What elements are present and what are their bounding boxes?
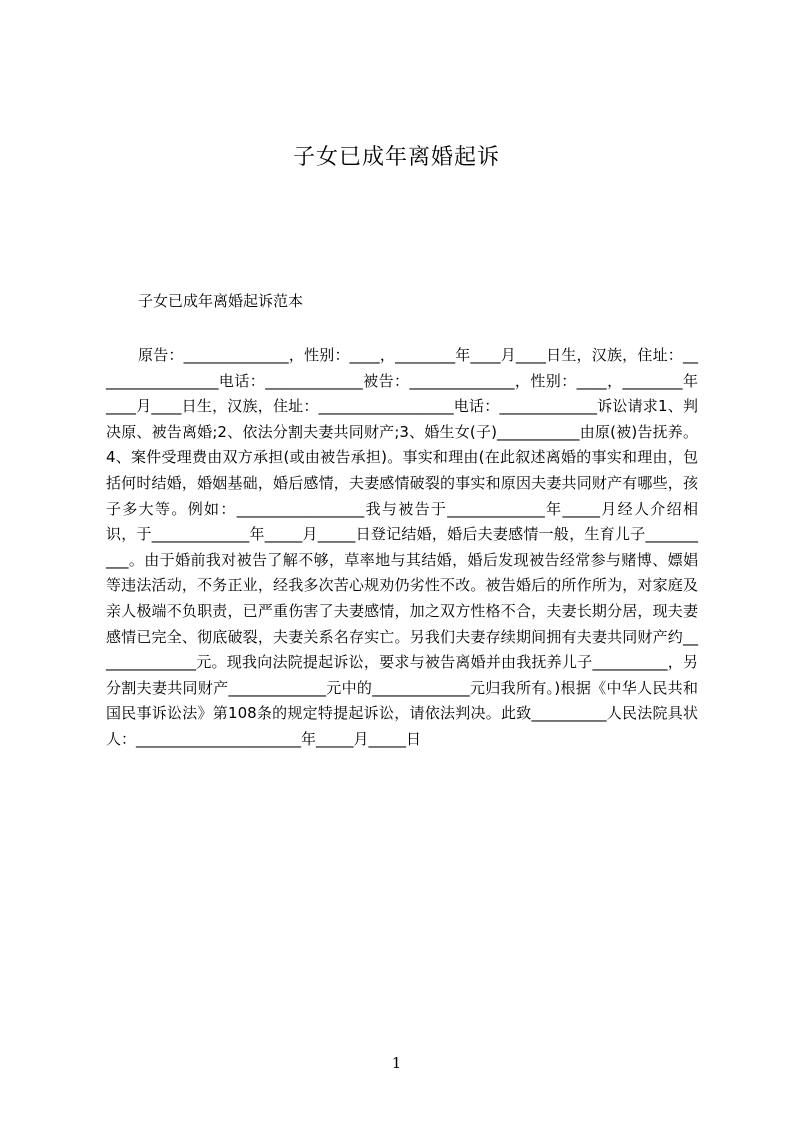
document-body: 原告：______________，性别：____，________年____月____日生，汉族，住址：_________________电话：_____________被告：______________，性别：____，________年____月____日生，汉族，住址：__________________电话：_____________诉讼请求1、判决原、被告离婚;2、依法分割夫妻共同财产;3、婚生女(子)___________由原(被)告抚养。4、案件受理费由双方承担(或由被告承担)。事实和理由(在此叙述离婚的事实和理由，包括何时结婚，婚姻基础，婚后感情，夫妻感情破裂的事实和原因夫妻共同财产有哪些，孩子多大等。例如：_________________我与被告于_____________年_____月经人介绍相识，于_____________年_____月_____日登记结婚，婚后夫妻感情一般，生育儿子__________。由于婚前我对被告了解不够，草率地与其结婚，婚后发现被告经常参与赌博、嫖娼等违法活动，不务正业，经我多次苦心规劝仍劣性不改。被告婚后的所作所为，对家庭及亲人极端不负职责，已严重伤害了夫妻感情，加之双方性格不合，夫妻长期分居，现夫妻感情已完全、彻底破裂，夫妻关系名存实亡。另我们夫妻存续期间拥有夫妻共同财产约______________元。现我向法院提起诉讼，要求与被告离婚并由我抚养儿子__________，另分割夫妻共同财产_____________元中的_____________元归我所有。)根据《中华人民共和国民事诉讼法》第108条的规定特提起诉讼，请依法判决。此致__________人民法院具状人：______________________年_____月_____日 (106, 346, 698, 748)
page-number: 1 (391, 1054, 402, 1072)
document-subtitle: 子女已成年离婚起诉范本 (138, 292, 304, 310)
page-title: 子女已成年离婚起诉 (292, 145, 500, 170)
